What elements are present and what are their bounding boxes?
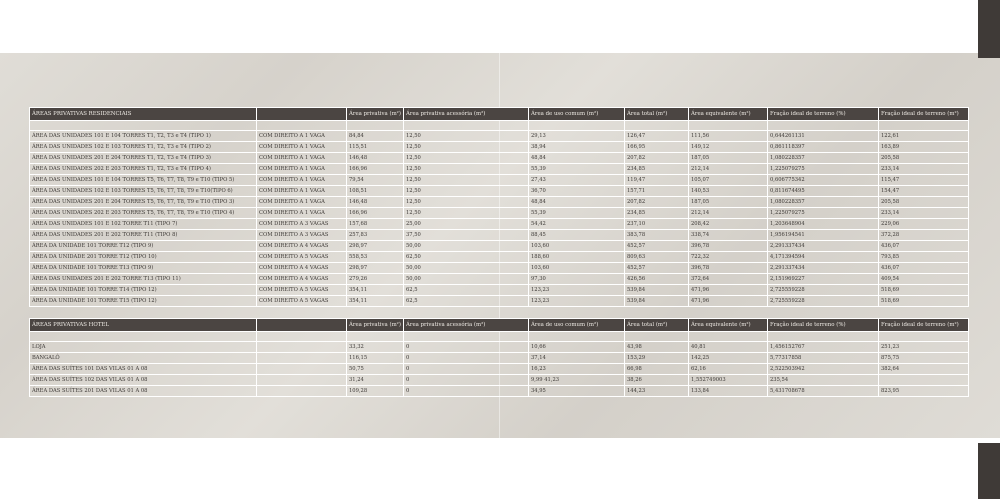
table-cell (257, 386, 347, 397)
column-header: Área total (m²) (625, 319, 689, 332)
table-row (30, 186, 969, 197)
table-cell: 212,14 (689, 164, 768, 175)
table-cell: 133,84 (689, 386, 768, 397)
table-cell: COM DIREITO A 1 VAGA (257, 142, 347, 153)
table-cell: 207,82 (625, 197, 689, 208)
table-cell: 234,85 (625, 164, 689, 175)
table-cell: 809,63 (625, 252, 689, 263)
table-cell: ÁREA DAS SUÍTES 201 DAS VILAS 01 A 08 (30, 386, 257, 397)
table-cell: 237,10 (625, 219, 689, 230)
table-cell: 354,11 (347, 296, 404, 307)
table-cell: 722,32 (689, 252, 768, 263)
table-row (30, 131, 969, 142)
table-cell: 123,23 (529, 296, 625, 307)
spacer-row (30, 332, 969, 342)
table-cell: 38,26 (625, 375, 689, 386)
table-cell: 354,11 (347, 285, 404, 296)
table-cell: 25,00 (404, 219, 529, 230)
table-cell: 12,50 (404, 208, 529, 219)
table-cell: 126,47 (625, 131, 689, 142)
table-cell: 436,07 (879, 241, 969, 252)
table-cell: COM DIREITO A 1 VAGA (257, 175, 347, 186)
table-cell: 33,32 (347, 342, 404, 353)
table-cell: COM DIREITO A 1 VAGA (257, 164, 347, 175)
table-cell: LOJA (30, 342, 257, 353)
table-cell: 12,50 (404, 164, 529, 175)
table-cell: 2,151969227 (768, 274, 879, 285)
table-cell: COM DIREITO A 4 VAGAS (257, 274, 347, 285)
table-cell: 166,96 (347, 164, 404, 175)
table-cell: 12,50 (404, 197, 529, 208)
table-cell: 234,85 (625, 208, 689, 219)
table-cell: 426,56 (625, 274, 689, 285)
table-cell: 115,51 (347, 142, 404, 153)
table-cell: 5,431708678 (768, 386, 879, 397)
table-cell: 4,171394594 (768, 252, 879, 263)
table-row (30, 364, 969, 375)
table-cell: 2,522503942 (768, 364, 879, 375)
table-cell: COM DIREITO A 3 VAGAS (257, 230, 347, 241)
table-cell: 62,5 (404, 285, 529, 296)
table-cell: 0 (404, 353, 529, 364)
column-header: Fração ideal de terreno (m²) (879, 108, 969, 121)
hotel-areas-table (29, 318, 969, 397)
table-cell: 119,47 (625, 175, 689, 186)
table-cell: 43,98 (625, 342, 689, 353)
table-cell: 154,47 (879, 186, 969, 197)
table-cell: 396,78 (689, 241, 768, 252)
table-cell: 338,74 (689, 230, 768, 241)
table-cell: 187,05 (689, 153, 768, 164)
table-cell: ÁREA DA UNIDADE 101 TORRE T14 (TIPO 12) (30, 285, 257, 296)
table-cell: 1,456152767 (768, 342, 879, 353)
column-header: Área de uso comum (m²) (529, 108, 625, 121)
table-cell: 793,85 (879, 252, 969, 263)
table-cell: 396,78 (689, 263, 768, 274)
table-cell: 372,64 (689, 274, 768, 285)
column-header: Fração ideal de terreno (%) (768, 108, 879, 121)
table-cell: 149,12 (689, 142, 768, 153)
table-cell: 12,50 (404, 142, 529, 153)
table-cell: 66,98 (625, 364, 689, 375)
table-cell: 1,080228357 (768, 153, 879, 164)
table-cell: 36,70 (529, 186, 625, 197)
table-cell: 205,58 (879, 153, 969, 164)
table-cell: 372,28 (879, 230, 969, 241)
table-cell: 471,96 (689, 285, 768, 296)
column-header: Área privativa (m²) (347, 319, 404, 332)
table-cell: 103,60 (529, 241, 625, 252)
table-cell: 251,23 (879, 342, 969, 353)
table-row (30, 219, 969, 230)
table-cell (257, 342, 347, 353)
table-cell: 108,51 (347, 186, 404, 197)
table-cell: 1,225079275 (768, 164, 879, 175)
column-header: Fração ideal de terreno (m²) (879, 319, 969, 332)
table-cell: 518,69 (879, 296, 969, 307)
table-cell: 50,00 (404, 274, 529, 285)
table-cell: ÁREA DA UNIDADE 101 TORRE T13 (TIPO 9) (30, 263, 257, 274)
table-cell: 875,75 (879, 353, 969, 364)
table-row (30, 197, 969, 208)
table-cell: 27,43 (529, 175, 625, 186)
table-cell: 157,68 (347, 219, 404, 230)
table-cell: COM DIREITO A 1 VAGA (257, 208, 347, 219)
table-cell: 34,95 (529, 386, 625, 397)
table-header-row (30, 319, 969, 332)
table-cell: 1,080228357 (768, 197, 879, 208)
table-cell: 12,50 (404, 153, 529, 164)
table-cell: 163,89 (879, 142, 969, 153)
table-cell: 88,45 (529, 230, 625, 241)
table-cell: 1,203648904 (768, 219, 879, 230)
table-cell: 16,23 (529, 364, 625, 375)
table-cell: ÁREA DAS UNIDADES 101 E 102 TORRE T11 (TIPO 7) (30, 219, 257, 230)
table-cell: 12,50 (404, 175, 529, 186)
table-cell: 12,50 (404, 131, 529, 142)
column-header: Área equivalente (m²) (689, 319, 768, 332)
table-cell: 37,14 (529, 353, 625, 364)
table-cell: 116,15 (347, 353, 404, 364)
table-cell: 123,23 (529, 285, 625, 296)
table-cell: ÁREA DAS SUÍTES 102 DAS VILAS 01 A 08 (30, 375, 257, 386)
column-header (257, 108, 347, 121)
table-cell: 84,84 (347, 131, 404, 142)
table-cell: COM DIREITO A 4 VAGAS (257, 241, 347, 252)
table-row (30, 353, 969, 364)
table-cell: 157,71 (625, 186, 689, 197)
table-cell: 452,57 (625, 263, 689, 274)
table-cell: COM DIREITO A 5 VAGAS (257, 285, 347, 296)
table-cell: 31,24 (347, 375, 404, 386)
table-row (30, 375, 969, 386)
table-cell: 50,00 (404, 241, 529, 252)
column-header: Área de uso comum (m²) (529, 319, 625, 332)
table-cell: 109,28 (347, 386, 404, 397)
table-cell: 383,78 (625, 230, 689, 241)
table-cell: 12,50 (404, 186, 529, 197)
table-cell: 29,13 (529, 131, 625, 142)
table-cell: ÁREA DA UNIDADE 201 TORRE T12 (TIPO 10) (30, 252, 257, 263)
table-cell: 103,60 (529, 263, 625, 274)
table-cell: 2,291337434 (768, 263, 879, 274)
table-cell: 0 (404, 342, 529, 353)
table-cell: 1,225079275 (768, 208, 879, 219)
table-cell: 153,29 (625, 353, 689, 364)
table-cell: ÁREA DAS UNIDADES 201 E 204 TORRES T1, T2, T3 e T4 (TIPO 3) (30, 153, 257, 164)
table-cell: 0 (404, 364, 529, 375)
table-cell: ÁREA DAS UNIDADES 201 E 202 TORRE T13 (TIPO 11) (30, 274, 257, 285)
table-cell: COM DIREITO A 1 VAGA (257, 197, 347, 208)
spacer-row (30, 121, 969, 131)
table-cell: 2,291337434 (768, 241, 879, 252)
column-header: ÁREAS PRIVATIVAS HOTEL (30, 319, 257, 332)
table-cell: COM DIREITO A 5 VAGAS (257, 296, 347, 307)
table-cell: 115,47 (879, 175, 969, 186)
table-cell: 382,64 (879, 364, 969, 375)
table-cell: 205,58 (879, 197, 969, 208)
table-cell: COM DIREITO A 4 VAGAS (257, 263, 347, 274)
table-cell: ÁREA DAS UNIDADES 101 E 104 TORRES T5, T6, T7, T8, T9 e T10 (TIPO 5) (30, 175, 257, 186)
table-cell: ÁREA DAS SUÍTES 101 DAS VILAS 01 A 08 (30, 364, 257, 375)
column-header: Área privativa (m²) (347, 108, 404, 121)
table-cell: 37,50 (404, 230, 529, 241)
table-cell: COM DIREITO A 1 VAGA (257, 186, 347, 197)
column-header: ÁREAS PRIVATIVAS RESIDENCIAIS (30, 108, 257, 121)
table-row (30, 386, 969, 397)
table-cell: 9,99 41,23 (529, 375, 625, 386)
table-cell: 146,48 (347, 153, 404, 164)
table-cell: 409,54 (879, 274, 969, 285)
table-cell: 166,95 (625, 142, 689, 153)
table-cell: 233,14 (879, 164, 969, 175)
table-cell: COM DIREITO A 1 VAGA (257, 131, 347, 142)
table-cell: 144,23 (625, 386, 689, 397)
table-cell: 212,14 (689, 208, 768, 219)
table-cell: 0,811674495 (768, 186, 879, 197)
table-cell: 55,39 (529, 208, 625, 219)
column-header: Área privativa acessória (m²) (404, 108, 529, 121)
table-cell: 518,69 (879, 285, 969, 296)
table-cell: COM DIREITO A 1 VAGA (257, 153, 347, 164)
table-cell: BANGALÔ (30, 353, 257, 364)
table-cell: 79,54 (347, 175, 404, 186)
table-cell (257, 364, 347, 375)
table-cell: 97,30 (529, 274, 625, 285)
table-row (30, 175, 969, 186)
table-cell: 298,97 (347, 241, 404, 252)
column-header: Área equivalente (m²) (689, 108, 768, 121)
table-cell: 0 (404, 386, 529, 397)
table-cell: 40,81 (689, 342, 768, 353)
table-cell: 0,606775342 (768, 175, 879, 186)
table-cell: 2,725559228 (768, 285, 879, 296)
table-cell: ÁREA DAS UNIDADES 202 E 203 TORRES T5, T6, T7, T8, T9 e T10 (TIPO 4) (30, 208, 257, 219)
table-cell: 38,94 (529, 142, 625, 153)
table-cell: 1,552749003 (689, 375, 768, 386)
table-row (30, 342, 969, 353)
table-cell: ÁREA DA UNIDADE 101 TORRE T12 (TIPO 9) (30, 241, 257, 252)
table-cell (257, 353, 347, 364)
table-cell: 62,5 (404, 296, 529, 307)
table-cell: 558,53 (347, 252, 404, 263)
table-cell: 208,42 (689, 219, 768, 230)
table-cell: 539,84 (625, 296, 689, 307)
table-row (30, 252, 969, 263)
table-cell: ÁREA DA UNIDADE 101 TORRE T15 (TIPO 12) (30, 296, 257, 307)
edge-tab-top (978, 0, 1000, 58)
table-cell: 279,26 (347, 274, 404, 285)
table-cell: 62,50 (404, 252, 529, 263)
table-cell: 48,84 (529, 197, 625, 208)
table-cell: 207,82 (625, 153, 689, 164)
table-row (30, 241, 969, 252)
table-cell: 187,05 (689, 197, 768, 208)
table-cell: COM DIREITO A 3 VAGAS (257, 219, 347, 230)
table-cell: 0 (404, 375, 529, 386)
table-cell: 10,66 (529, 342, 625, 353)
table-cell: 188,60 (529, 252, 625, 263)
table-cell: ÁREA DAS UNIDADES 102 E 103 TORRES T5, T6, T7, T8, T9 e T10(TIPO 6) (30, 186, 257, 197)
table-cell: ÁREA DAS UNIDADES 101 E 104 TORRES T1, T2, T3 e T4 (TIPO 1) (30, 131, 257, 142)
table-cell (257, 375, 347, 386)
table-header-row (30, 108, 969, 121)
column-header: Área privativa acessória (m²) (404, 319, 529, 332)
table-cell: ÁREA DAS UNIDADES 201 E 204 TORRES T5, T6, T7, T8, T9 e T10 (TIPO 3) (30, 197, 257, 208)
table-row (30, 263, 969, 274)
table-cell: 54,42 (529, 219, 625, 230)
table-cell: 233,14 (879, 208, 969, 219)
table-cell: 823,95 (879, 386, 969, 397)
table-cell: 142,25 (689, 353, 768, 364)
table-row (30, 208, 969, 219)
table-cell: 1,956194541 (768, 230, 879, 241)
table-cell: 229,06 (879, 219, 969, 230)
table-cell: 50,00 (404, 263, 529, 274)
table-cell: 298,97 (347, 263, 404, 274)
table-cell: 539,84 (625, 285, 689, 296)
table-row (30, 164, 969, 175)
table-cell (879, 375, 969, 386)
table-cell: 146,48 (347, 197, 404, 208)
column-header (257, 319, 347, 332)
table-row (30, 274, 969, 285)
table-cell: COM DIREITO A 5 VAGAS (257, 252, 347, 263)
table-cell: 471,96 (689, 296, 768, 307)
table-row (30, 153, 969, 164)
table-cell: ÁREA DAS UNIDADES 201 E 202 TORRE T11 (TIPO 8) (30, 230, 257, 241)
table-cell: 62,16 (689, 364, 768, 375)
table-row (30, 142, 969, 153)
table-cell: 0,861118397 (768, 142, 879, 153)
column-header: Área total (m²) (625, 108, 689, 121)
table-cell: 235,54 (768, 375, 879, 386)
table-cell: 140,53 (689, 186, 768, 197)
table-cell: 122,61 (879, 131, 969, 142)
table-cell: ÁREA DAS UNIDADES 102 E 103 TORRES T1, T2, T3 e T4 (TIPO 2) (30, 142, 257, 153)
table-cell: 166,96 (347, 208, 404, 219)
table-cell: 48,84 (529, 153, 625, 164)
table-cell: 50,75 (347, 364, 404, 375)
edge-tab-bottom (978, 443, 1000, 499)
table-cell: 111,56 (689, 131, 768, 142)
table-row (30, 296, 969, 307)
table-cell: 105,07 (689, 175, 768, 186)
table-cell: 257,83 (347, 230, 404, 241)
table-cell: 436,07 (879, 263, 969, 274)
table-cell: ÁREA DAS UNIDADES 202 E 203 TORRES T1, T2, T3 e T4 (TIPO 4) (30, 164, 257, 175)
table-cell: 452,57 (625, 241, 689, 252)
residential-areas-table (29, 107, 969, 307)
column-header: Fração ideal de terreno (%) (768, 319, 879, 332)
table-cell: 0,644261131 (768, 131, 879, 142)
table-cell: 2,725559228 (768, 296, 879, 307)
table-row (30, 285, 969, 296)
table-cell: 55,39 (529, 164, 625, 175)
table-cell: 5,77317858 (768, 353, 879, 364)
table-row (30, 230, 969, 241)
